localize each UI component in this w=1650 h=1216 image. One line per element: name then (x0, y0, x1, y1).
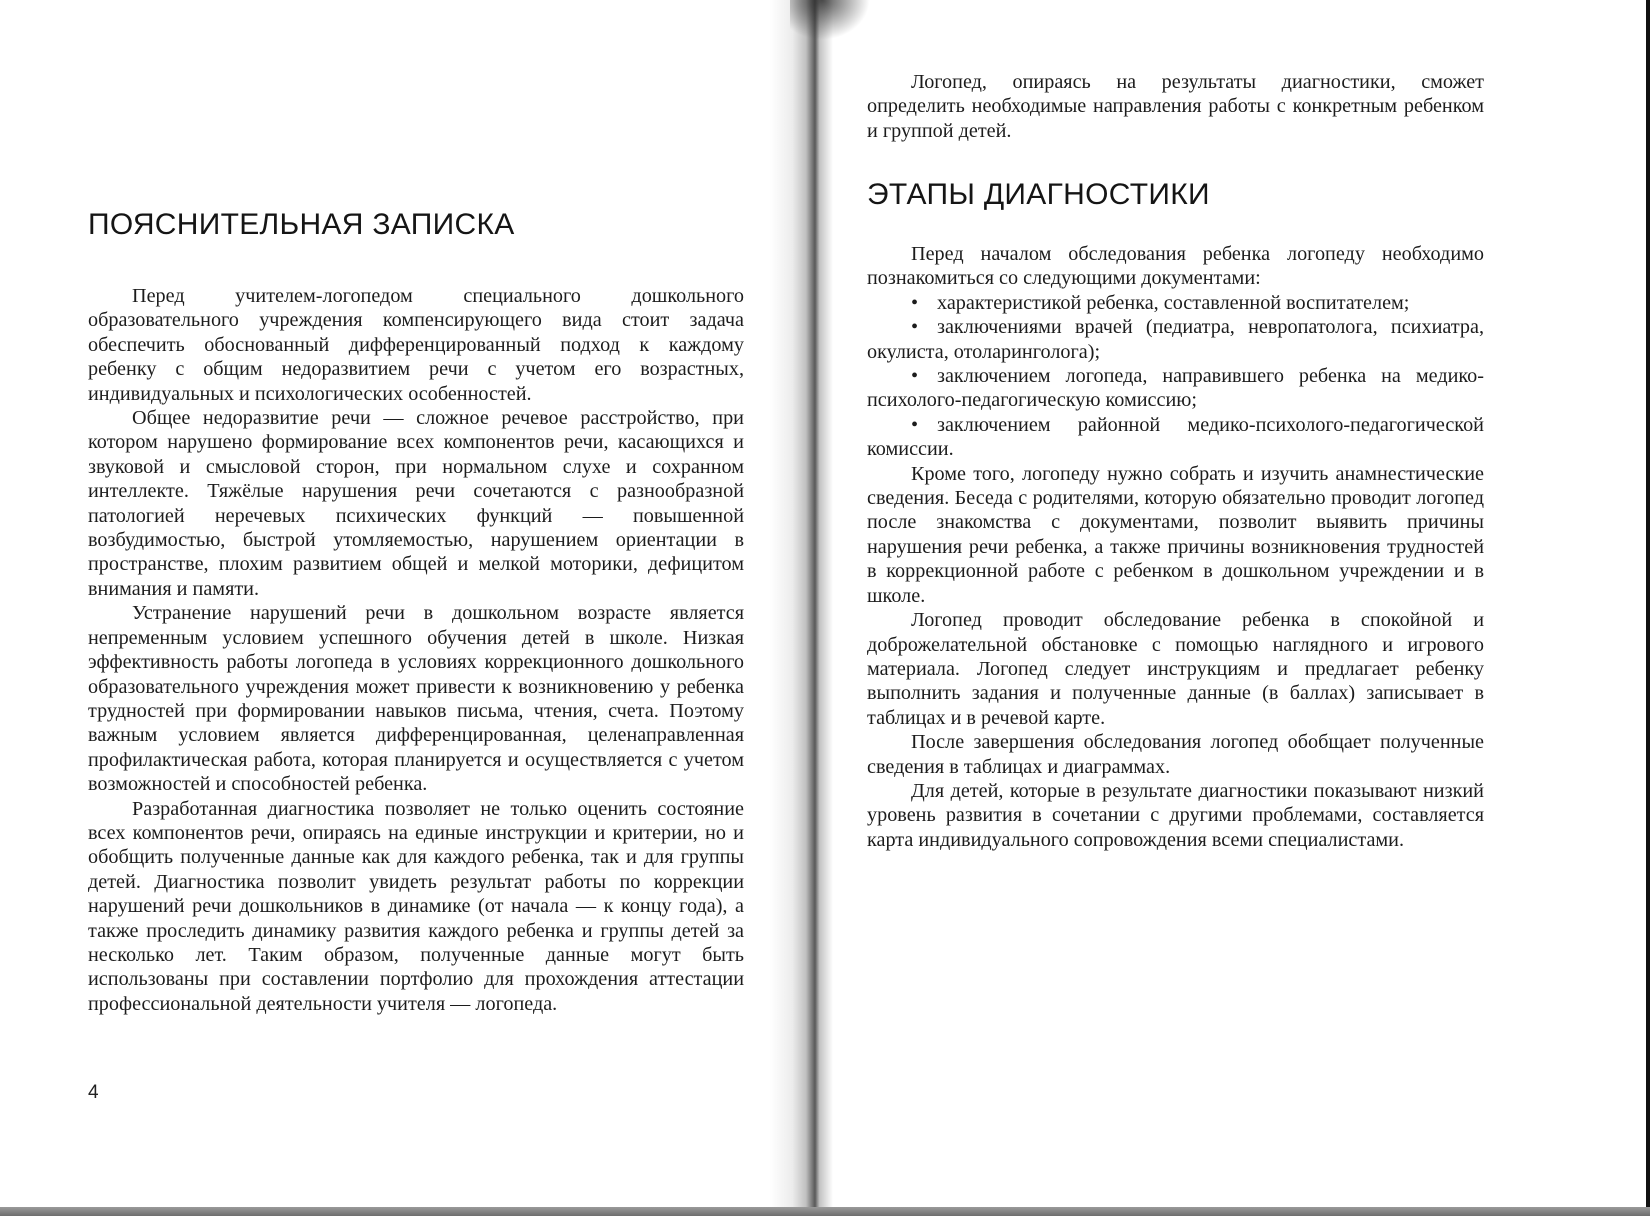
paragraph: Логопед проводит обследование ребенка в спокойной и доброжелательной обстановке с помощью наглядного и игрового материала. Логопед следует инструкциям и предлагает ребенку выполнить задания и полученные данные (в баллах) записывает в таблицах и в речевой карте. (867, 609, 1484, 729)
list-item: • заключениями врачей (педиатра, невропатолога, психиатра, окулиста, отоларинголога); (867, 316, 1484, 363)
list-item: • заключением районной медико-психолого-педагогической комиссии. (867, 413, 1484, 461)
scan-bottom-edge (0, 1207, 1650, 1216)
paragraph: Разработанная диагностика позволяет не только оценить состояние всех компонентов речи, опираясь на единые инструкции и критерии, но и обобщить полученные данные как для каждого ребенка, так и для группы детей. Диагностика позволит увидеть результат работы по коррекции нарушений речи дошкольников в динамике (от начала — к концу года), а также проследить динамику развития каждого ребенка и группы детей за несколько лет. Таким образом, полученные данные могут быть использованы при составлении портфолио для прохождения аттестации профессиональной деятельности учителя — логопеда. (88, 797, 744, 1015)
paragraph: Устранение нарушений речи в дошкольном возрасте является непременным условием успешного обучения детей в школе. Низкая эффективность работы логопеда в условиях коррекционного дошкольного образовательного учреждения может привести к возникновению у ребенка трудностей при формировании навыков письма, чтения, счета. Поэтому важным условием является дифференцированная, целенаправленная профилактическая работа, которая планируется и осуществляется с учетом возможностей и способностей ребенка. (88, 602, 744, 796)
right-page-body (867, 242, 1484, 852)
gutter-top-shadow (790, 0, 870, 40)
right-page (805, 0, 1647, 1216)
paragraph: Кроме того, логопеду нужно собрать и изучить анамнестические сведения. Беседа с родителями, которую обязательно проводит логопед после знакомства с документами, позволит выявить причины нарушения речи ребенка, а также причины возникновения трудностей в коррекционной работе с ребенком в дошкольном учреждении и в школе. (867, 462, 1484, 607)
bullet-icon: • (911, 291, 919, 314)
bullet-icon: • (911, 316, 919, 339)
page-heading-diagnostic-stages: ЭТАПЫ ДИАГНОСТИКИ (867, 178, 1210, 211)
scan-right-edge (1646, 0, 1650, 1216)
right-page-intro (867, 70, 1484, 143)
list-item: • заключением логопеда, направившего ребенка на медико-психолого-педагогическую комиссию; (867, 365, 1484, 412)
intro-paragraph: Логопед, опираясь на результаты диагностики, сможет определить необходимые направления работы с конкретным ребенком и группой детей. (867, 71, 1484, 142)
paragraph: Для детей, которые в результате диагностики показывают низкий уровень развития в сочетании с другими проблемами, составляется карта индивидуального сопровождения всеми специалистами. (867, 779, 1484, 851)
left-page-body (88, 284, 744, 1016)
paragraph: После завершения обследования логопед обобщает полученные сведения в таблицах и диаграммах. (867, 731, 1484, 778)
page-heading-explanatory-note: ПОЯСНИТЕЛЬНАЯ ЗАПИСКА (88, 208, 515, 241)
left-page (0, 0, 805, 1216)
book-gutter-shadow (770, 0, 860, 1216)
paragraph: Перед учителем-логопедом специального дошкольного образовательного учреждения компенсирующего вида стоит задача обеспечить обоснованный дифференцированный подход к каждому ребенку с общим недоразвитием речи с учетом его возрастных, индивидуальных и психологических особенностей. (88, 285, 744, 405)
list-item: • характеристикой ребенка, составленной воспитателем; (911, 291, 1410, 314)
lead-paragraph: Перед началом обследования ребенка логопеду необходимо познакомиться со следующими документами: (867, 243, 1484, 290)
bullet-icon: • (911, 365, 919, 388)
bullet-icon: • (911, 413, 919, 436)
page-number: 4 (88, 1082, 99, 1103)
paragraph: Общее недоразвитие речи — сложное речевое расстройство, при котором нарушено формирование всех компонентов речи, касающихся и звуковой и смысловой сторон, при нормальном слухе и сохранном интеллекте. Тяжёлые нарушения речи сочетаются с разнообразной патологией неречевых психических функций — повышенной возбудимостью, быстрой утомляемостью, нарушением ориентации в пространстве, плохим развитием общей и мелкой моторики, дефицитом внимания и памяти. (88, 407, 744, 600)
